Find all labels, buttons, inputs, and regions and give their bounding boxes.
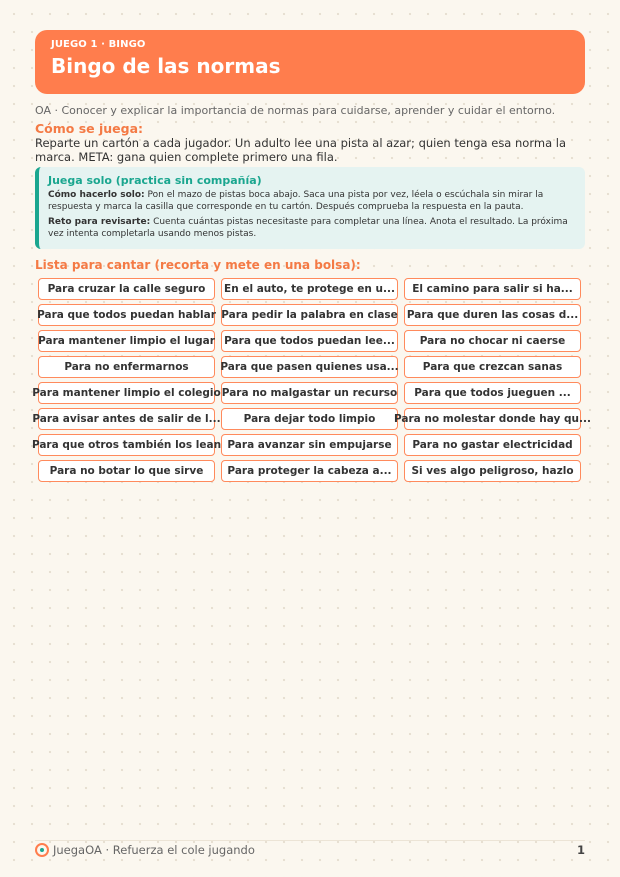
clue-text: En el auto, te protege en u... bbox=[224, 283, 395, 295]
clue-card bbox=[38, 460, 215, 482]
clue-text: Para no gastar electricidad bbox=[412, 439, 573, 451]
clue-text: Para mantener limpio el colegio bbox=[32, 387, 221, 399]
objective-text: OA · Conocer y explicar la importancia de normas para cuidarse, aprender y cuidar el entorno. bbox=[35, 104, 556, 117]
clue-card bbox=[32, 408, 221, 430]
footer-divider bbox=[35, 840, 585, 841]
how-to-play-text: Reparte un cartón a cada jugador. Un adulto lee una pista al azar; quien tenga esa norma la marca. META: gana quien complete primero una fila. bbox=[35, 136, 567, 164]
clue-text: Para pedir la palabra en clase bbox=[221, 309, 398, 321]
clue-card bbox=[404, 330, 581, 352]
clue-card bbox=[404, 434, 581, 456]
clue-text: Para no enfermarnos bbox=[64, 361, 189, 373]
clue-card bbox=[404, 356, 581, 378]
solo-how-text: Pon el mazo de pistas boca abajo. Saca una pista por vez, léela o escúchala sin mirar la respuesta y marca la casilla que corresponde en tu cartón. Después comprueba la respuesta en la pauta. bbox=[48, 190, 544, 212]
clue-text: Para proteger la cabeza a... bbox=[227, 465, 392, 477]
clue-card bbox=[38, 304, 215, 326]
clue-text: Para que duren las cosas d... bbox=[406, 309, 579, 321]
clue-card bbox=[404, 278, 581, 300]
clue-text: Para no botar lo que sirve bbox=[49, 465, 204, 477]
clue-text: Para que crezcan sanas bbox=[422, 361, 563, 373]
solo-challenge-text: Cuenta cuántas pistas necesitaste para completar una línea. Anota el resultado. La próxima vez intenta completarla usando menos pistas. bbox=[48, 217, 568, 239]
clue-card bbox=[221, 382, 398, 404]
footer-brand: JuegaOA · Refuerza el cole jugando bbox=[53, 843, 255, 857]
clue-card bbox=[221, 356, 398, 378]
clue-text: Para no molestar donde hay qu... bbox=[393, 413, 592, 425]
clue-text: Para no malgastar un recurso bbox=[221, 387, 398, 399]
clue-card bbox=[221, 434, 398, 456]
page-footer bbox=[35, 843, 585, 857]
solo-play-heading: Juega solo (practica sin compañía) bbox=[48, 174, 262, 187]
clue-card bbox=[38, 356, 215, 378]
clue-card bbox=[393, 408, 592, 430]
solo-play-box bbox=[35, 167, 585, 249]
game-kicker: JUEGO 1 · BINGO bbox=[51, 39, 146, 50]
clue-text: Para que todos puedan lee... bbox=[224, 335, 395, 347]
clue-list-heading: Lista para cantar (recorta y mete en una bolsa): bbox=[35, 258, 361, 272]
clue-text: Para cruzar la calle seguro bbox=[47, 283, 206, 295]
solo-challenge-paragraph bbox=[48, 217, 575, 240]
clue-text: Para que todos puedan hablar bbox=[37, 309, 216, 321]
clue-card bbox=[404, 304, 581, 326]
clue-card bbox=[38, 278, 215, 300]
clue-text: Si ves algo peligroso, hazlo bbox=[411, 465, 574, 477]
clue-card bbox=[404, 460, 581, 482]
page-title: Bingo de las normas bbox=[51, 54, 281, 78]
how-to-play-heading: Cómo se juega: bbox=[35, 121, 144, 136]
clue-card bbox=[221, 408, 398, 430]
solo-how-label: Cómo hacerlo solo: bbox=[48, 190, 145, 200]
solo-challenge-label: Reto para revisarte: bbox=[48, 217, 151, 227]
brand-logo-icon bbox=[35, 843, 49, 857]
clue-text: Para que todos jueguen ... bbox=[414, 387, 571, 399]
clue-card bbox=[404, 382, 581, 404]
clue-text: Para que pasen quienes usa... bbox=[220, 361, 399, 373]
clue-text: El camino para salir si ha... bbox=[412, 283, 573, 295]
clue-card bbox=[221, 278, 398, 300]
page-header bbox=[35, 30, 585, 94]
clue-card bbox=[38, 330, 215, 352]
page-number: 1 bbox=[576, 843, 585, 857]
clue-card bbox=[31, 434, 222, 456]
clue-text: Para que otros también los lean bbox=[31, 439, 222, 451]
clue-grid bbox=[31, 278, 592, 482]
clue-text: Para no chocar ni caerse bbox=[419, 335, 566, 347]
clue-card bbox=[32, 382, 221, 404]
clue-text: Para dejar todo limpio bbox=[243, 413, 376, 425]
clue-text: Para avanzar sin empujarse bbox=[227, 439, 392, 451]
clue-text: Para mantener limpio el lugar bbox=[38, 335, 215, 347]
clue-text: Para avisar antes de salir de l... bbox=[32, 413, 221, 425]
solo-how-paragraph bbox=[48, 190, 575, 213]
clue-card bbox=[221, 304, 398, 326]
clue-card bbox=[221, 460, 398, 482]
clue-card bbox=[221, 330, 398, 352]
